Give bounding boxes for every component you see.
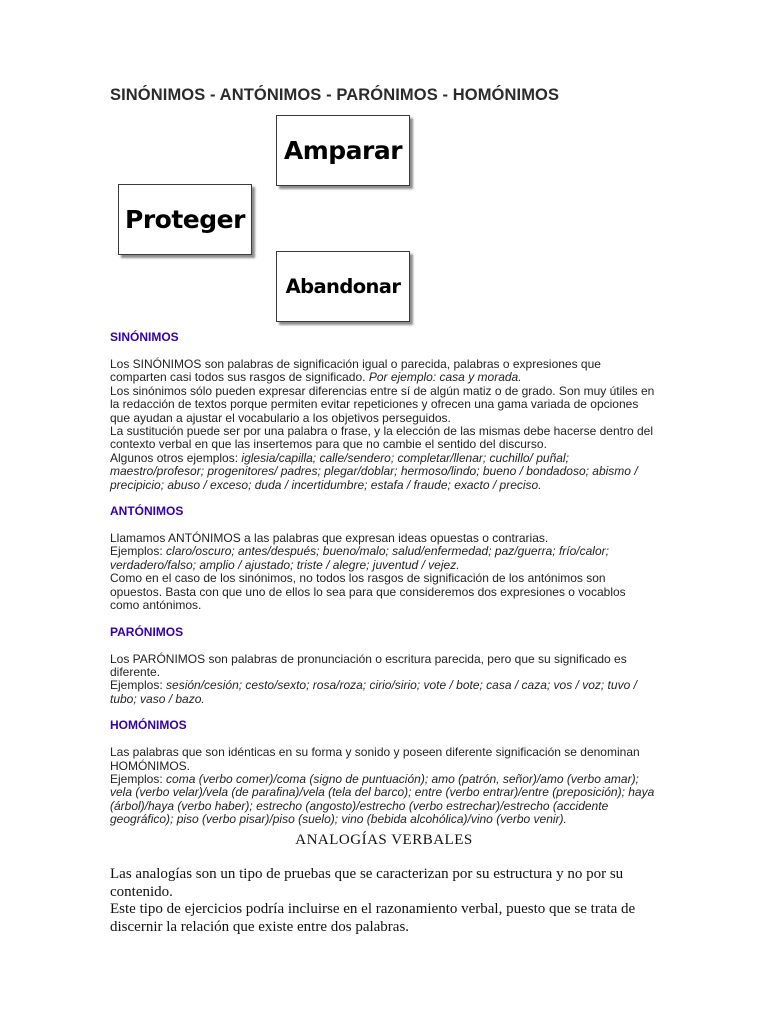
section-heading: HOMÓNIMOS: [110, 718, 187, 733]
section-homonimos: [110, 718, 655, 826]
section-sinonimos: [110, 330, 655, 492]
paragraph: Los sinónimos sólo pueden expresar diferencias entre sí de algún matiz o de grado. Son muy útiles en la redacción de textos porque permiten evitar repeticiones y ofrecen una gama variada de opciones que ayudan a ajustar el vocabulario a los objetivos perseguidos.: [110, 383, 655, 425]
paragraph: [110, 545, 655, 572]
section-heading: PARÓNIMOS: [110, 624, 184, 639]
main-content: [110, 330, 655, 839]
paragraph-examples: coma (verbo comer)/coma (signo de puntuación); amo (patrón, señor)/amo (verbo amar); vela (verbo velar)/vela (de parafina)/vela (tela del barco); entre (verbo entrar)/entre (preposición); haya (árbol)/haya (verbo haber); estrecho (angosto)/estrecho (verbo estrechar)/estrecho (accidente geográfico); piso (verbo pisar)/piso (suelo); vino (bebida alcohólica)/vino (verbo venir).: [110, 771, 655, 827]
section-antonimos: [110, 504, 655, 612]
paragraph-examples: iglesia/capilla; calle/sendero; completar/llenar; cuchillo/ puñal; maestro/profesor; progenitores/ padres; plegar/doblar; hermoso/lindo; bueno / bondadoso; abismo / precipicio; abuso / exceso; duda / incertidumbre; estafa / fraude; exacto / preciso.: [110, 450, 638, 492]
section-body: [110, 532, 655, 612]
paragraph-examples: claro/oscuro; antes/después; bueno/malo; salud/enfermedad; paz/guerra; frío/calor; verdadero/falso; amplio / ajustado; triste / alegre; juventud / vejez.: [110, 544, 609, 572]
analogias-title: ANALOGÍAS VERBALES: [295, 832, 473, 848]
paragraph: Las analogías son un tipo de pruebas que se caracterizan por su estructura y no por su contenido.: [110, 866, 624, 900]
paragraph: [110, 358, 655, 385]
paragraph-text: Algunos otros ejemplos:: [110, 450, 242, 465]
section-heading: ANTÓNIMOS: [110, 504, 184, 519]
word-card-proteger: Proteger: [118, 184, 252, 255]
paragraph: [110, 773, 655, 827]
section-heading: SINÓNIMOS: [110, 330, 179, 344]
section-body: [110, 653, 655, 707]
word-card-abandonar: Abandonar: [276, 251, 410, 322]
paragraph: Llamamos ANTÓNIMOS a las palabras que expresan ideas opuestas o contrarias.: [110, 531, 549, 546]
paragraph-text: Ejemplos:: [110, 771, 167, 786]
paragraph: Las palabras que son idénticas en su forma y sonido y poseen diferente significación se denominan HOMÓNIMOS.: [110, 745, 640, 773]
paragraph-text: Los SINÓNIMOS son palabras de significación igual o parecida, palabras o expresiones que comparten casi todos sus rasgos de significado.: [110, 357, 601, 385]
section-body: [110, 746, 655, 826]
section-paronimos: [110, 625, 655, 707]
paragraph-examples: sesión/cesión; cesto/sexto; rosa/roza; cirio/sirio; vote / bote; casa / caza; vos / voz; tuvo / tubo; vaso / bazo.: [110, 678, 637, 706]
paragraph: [110, 679, 655, 706]
paragraph: Como en el caso de los sinónimos, no todos los rasgos de significación de los antónimos son opuestos. Basta con que uno de ellos lo sea para que consideremos dos expresiones o vocablos como antónimos.: [110, 571, 626, 613]
paragraph: La sustitución puede ser por una palabra o frase, y la elección de las mismas debe hacerse dentro del contexto verbal en que las insertemos para que no cambie el sentido del discurso.: [110, 424, 653, 452]
page-title: SINÓNIMOS - ANTÓNIMOS - PARÓNIMOS - HOMÓNIMOS: [110, 86, 560, 104]
paragraph: Los PARÓNIMOS son palabras de pronunciación o escritura parecida, pero que su significado es diferente.: [110, 651, 627, 679]
paragraph-text: Ejemplos:: [110, 544, 167, 559]
paragraph: Este tipo de ejercicios podría incluirse en el razonamiento verbal, puesto que se trata de discernir la relación que existe entre dos palabras.: [110, 901, 636, 935]
analogias-body: [110, 866, 658, 936]
paragraph: [110, 452, 655, 492]
paragraph-text: Ejemplos:: [110, 678, 167, 693]
section-body: [110, 358, 655, 492]
paragraph-example: Por ejemplo: casa y morada.: [368, 370, 522, 385]
word-card-amparar: Amparar: [276, 115, 410, 186]
